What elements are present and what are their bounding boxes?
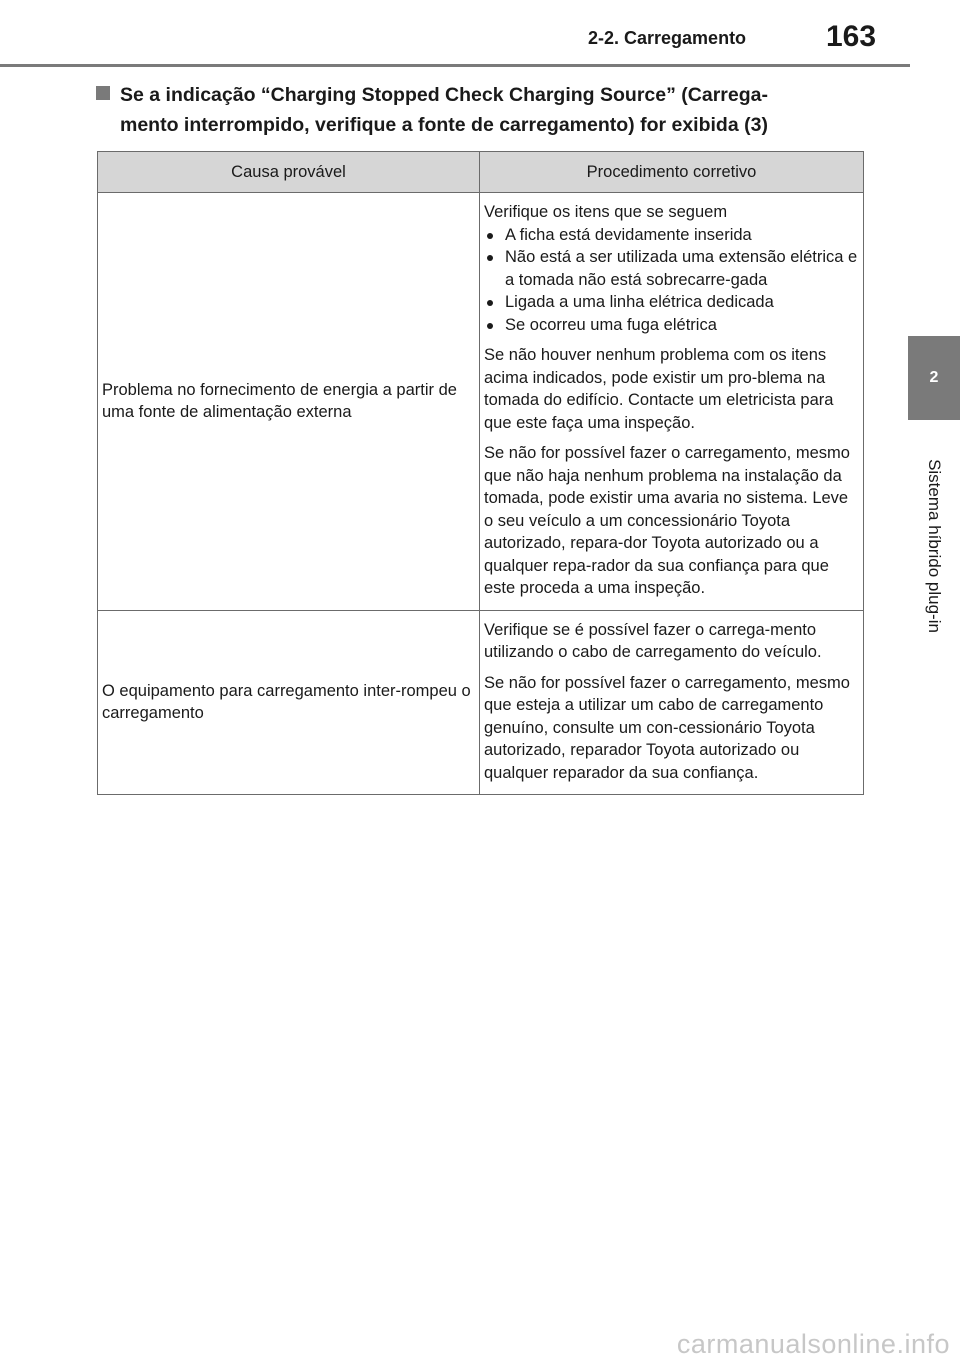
cause-cell: O equipamento para carregamento inter-rompeu o carregamento bbox=[98, 610, 480, 795]
column-header-cause: Causa provável bbox=[98, 152, 480, 193]
procedure-paragraph: Se não for possível fazer o carregamento, mesmo que esteja a utilizar um cabo de carregamento genuíno, consulte um con-cessionário Toyota autorizado, reparador Toyota autorizado ou qualquer reparador da sua confiança. bbox=[484, 673, 850, 782]
section-heading bbox=[96, 80, 876, 140]
cause-cell: Problema no fornecimento de energia a partir de uma fonte de alimentação externa bbox=[98, 193, 480, 611]
table-row bbox=[98, 610, 864, 795]
column-header-procedure: Procedimento corretivo bbox=[480, 152, 864, 193]
check-list bbox=[484, 224, 859, 337]
table-row bbox=[98, 193, 864, 611]
table-header-row bbox=[98, 152, 864, 193]
chapter-number: 2 bbox=[929, 369, 939, 386]
list-item: Se ocorreu uma fuga elétrica bbox=[484, 314, 859, 337]
procedure-cell bbox=[480, 193, 864, 611]
list-item: A ficha está devidamente inserida bbox=[484, 224, 859, 247]
heading-line-1: Se a indicação “Charging Stopped Check Charging Source” (Carrega- bbox=[120, 84, 768, 106]
square-bullet-icon bbox=[96, 86, 110, 100]
chapter-tab bbox=[908, 336, 960, 420]
heading-line-2: mento interrompido, verifique a fonte de carregamento) for exibida (3) bbox=[120, 114, 768, 136]
section-title: 2-2. Carregamento bbox=[588, 28, 747, 48]
procedure-intro: Verifique os itens que se seguem bbox=[484, 203, 728, 221]
chapter-label: Sistema híbrido plug-in bbox=[925, 459, 944, 633]
procedure-paragraph: Se não houver nenhum problema com os itens acima indicados, pode existir um pro-blema na tomada do edifício. Contacte um eletricista para que este faça uma inspeção. bbox=[484, 346, 834, 432]
header-divider bbox=[0, 64, 910, 67]
list-item: Não está a ser utilizada uma extensão elétrica e a tomada não está sobrecarre-gada bbox=[484, 246, 859, 291]
list-item: Ligada a uma linha elétrica dedicada bbox=[484, 291, 859, 314]
watermark: carmanualsonline.info bbox=[676, 1329, 950, 1359]
page-number: 163 bbox=[826, 20, 877, 53]
troubleshooting-table bbox=[97, 151, 864, 795]
procedure-cell bbox=[480, 610, 864, 795]
procedure-paragraph: Verifique se é possível fazer o carrega-mento utilizando o cabo de carregamento do veículo. bbox=[484, 620, 822, 661]
procedure-paragraph: Se não for possível fazer o carregamento, mesmo que não haja nenhum problema na instalação da tomada, pode existir uma avaria no sistema. Leve o seu veículo a um concessionário Toyota autorizado, repara-dor Toyota autorizado ou a qualquer repa-rador da sua confiança para que este proceda a uma inspeção. bbox=[484, 444, 850, 597]
